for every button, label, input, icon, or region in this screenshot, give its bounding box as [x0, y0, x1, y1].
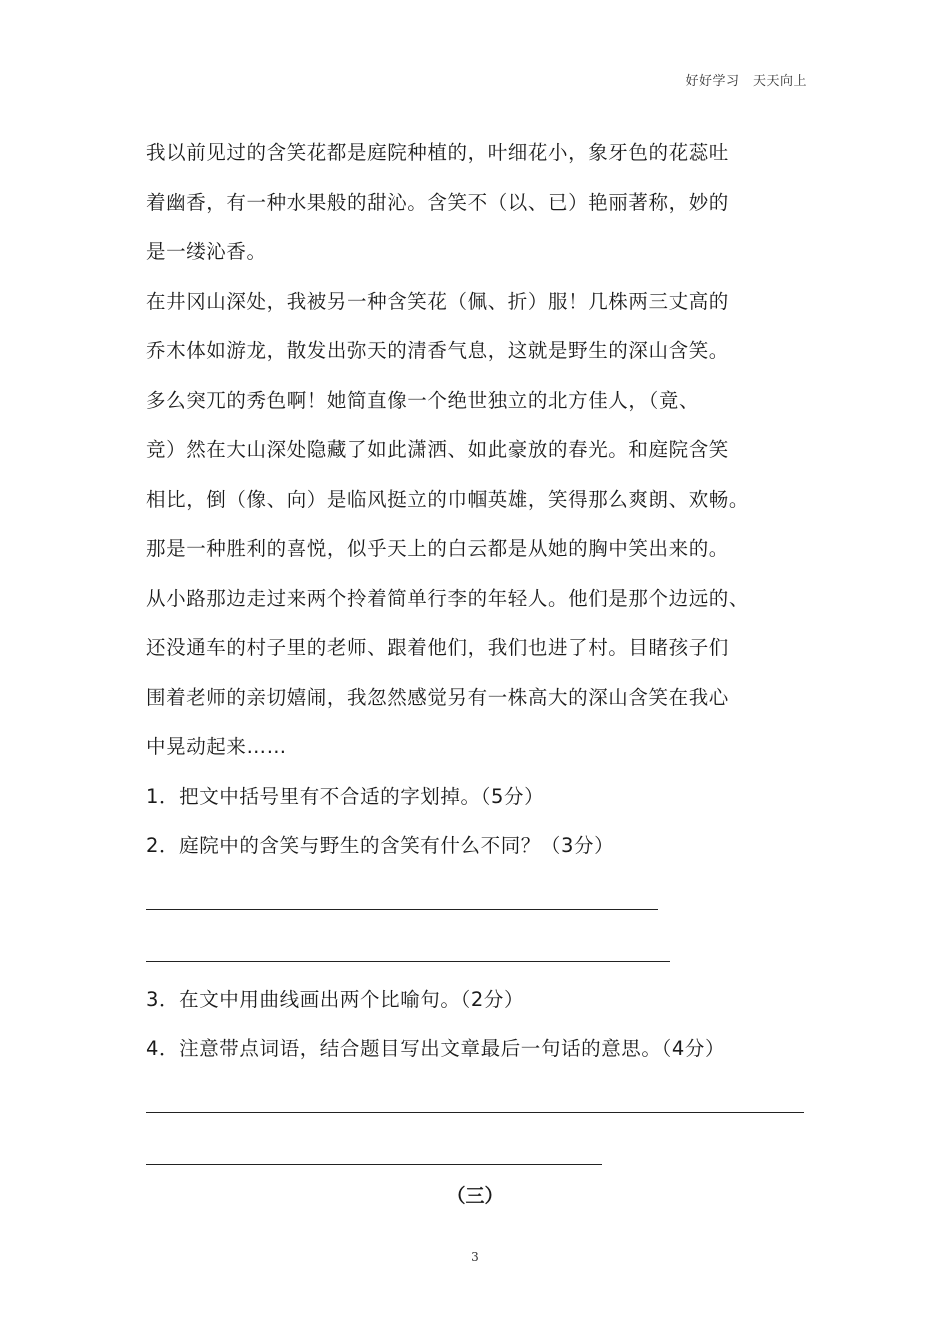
passage-line: 那是一种胜利的喜悦，似乎天上的白云都是从她的胸中笑出来的。	[146, 537, 729, 560]
answer-blank-2a[interactable]	[146, 871, 816, 923]
passage-line: 从小路那边走过来两个拎着简单行李的年轻人。他们是那个边远的、	[146, 586, 750, 610]
passage-line: 竞）然在大山深处隐藏了如此潇洒、如此豪放的春光。和庭院含笑	[146, 438, 729, 461]
question-3: 3．在文中用曲线画出两个比喻句。（2分）	[146, 987, 525, 1011]
answer-blank-2b[interactable]	[146, 923, 816, 975]
passage-line: 我以前见过的含笑花都是庭院种植的，叶细花小，象牙色的花蕊吐	[146, 141, 729, 164]
question-2: 2．庭院中的含笑与野生的含笑有什么不同？（3分）	[146, 834, 615, 857]
page-header: 好好学习 天天向上	[685, 74, 807, 89]
passage-line: 围着老师的亲切嬉闹，我忽然感觉另有一株高大的深山含笑在我心	[146, 685, 729, 709]
question-4: 4．注意带点词语，结合题目写出文章最后一句话的意思。（4分）	[146, 1037, 726, 1060]
passage-line: 还没通车的村子里的老师、跟着他们，我们也进了村。目睹孩子们	[146, 636, 729, 659]
page-number: 3	[471, 1250, 479, 1264]
passage-line: 在井冈山深处，我被另一种含笑花（佩、折）服！几株两三丈高的	[146, 289, 729, 313]
answer-blank-4b[interactable]	[146, 1126, 816, 1178]
passage-line: 乔木体如游龙，散发出弥天的清香气息，这就是野生的深山含笑。	[146, 339, 729, 362]
answer-blank-4a[interactable]	[146, 1074, 816, 1126]
section-title: （三）	[446, 1185, 504, 1207]
document-body	[146, 128, 816, 1178]
question-1: 1．把文中括号里有不合适的字划掉。（5分）	[146, 784, 545, 808]
passage-line: 多么突兀的秀色啊！她简直像一个绝世独立的北方佳人，（竟、	[146, 388, 700, 412]
passage-line: 中晃动起来……	[146, 735, 287, 758]
passage-line: 相比，倒（像、向）是临风挺立的巾帼英雄，笑得那么爽朗、欢畅。	[146, 487, 750, 511]
passage-line: 是一缕沁香。	[146, 240, 267, 263]
passage-line: 着幽香，有一种水果般的甜沁。含笑不（以、已）艳丽著称，妙的	[146, 190, 729, 214]
